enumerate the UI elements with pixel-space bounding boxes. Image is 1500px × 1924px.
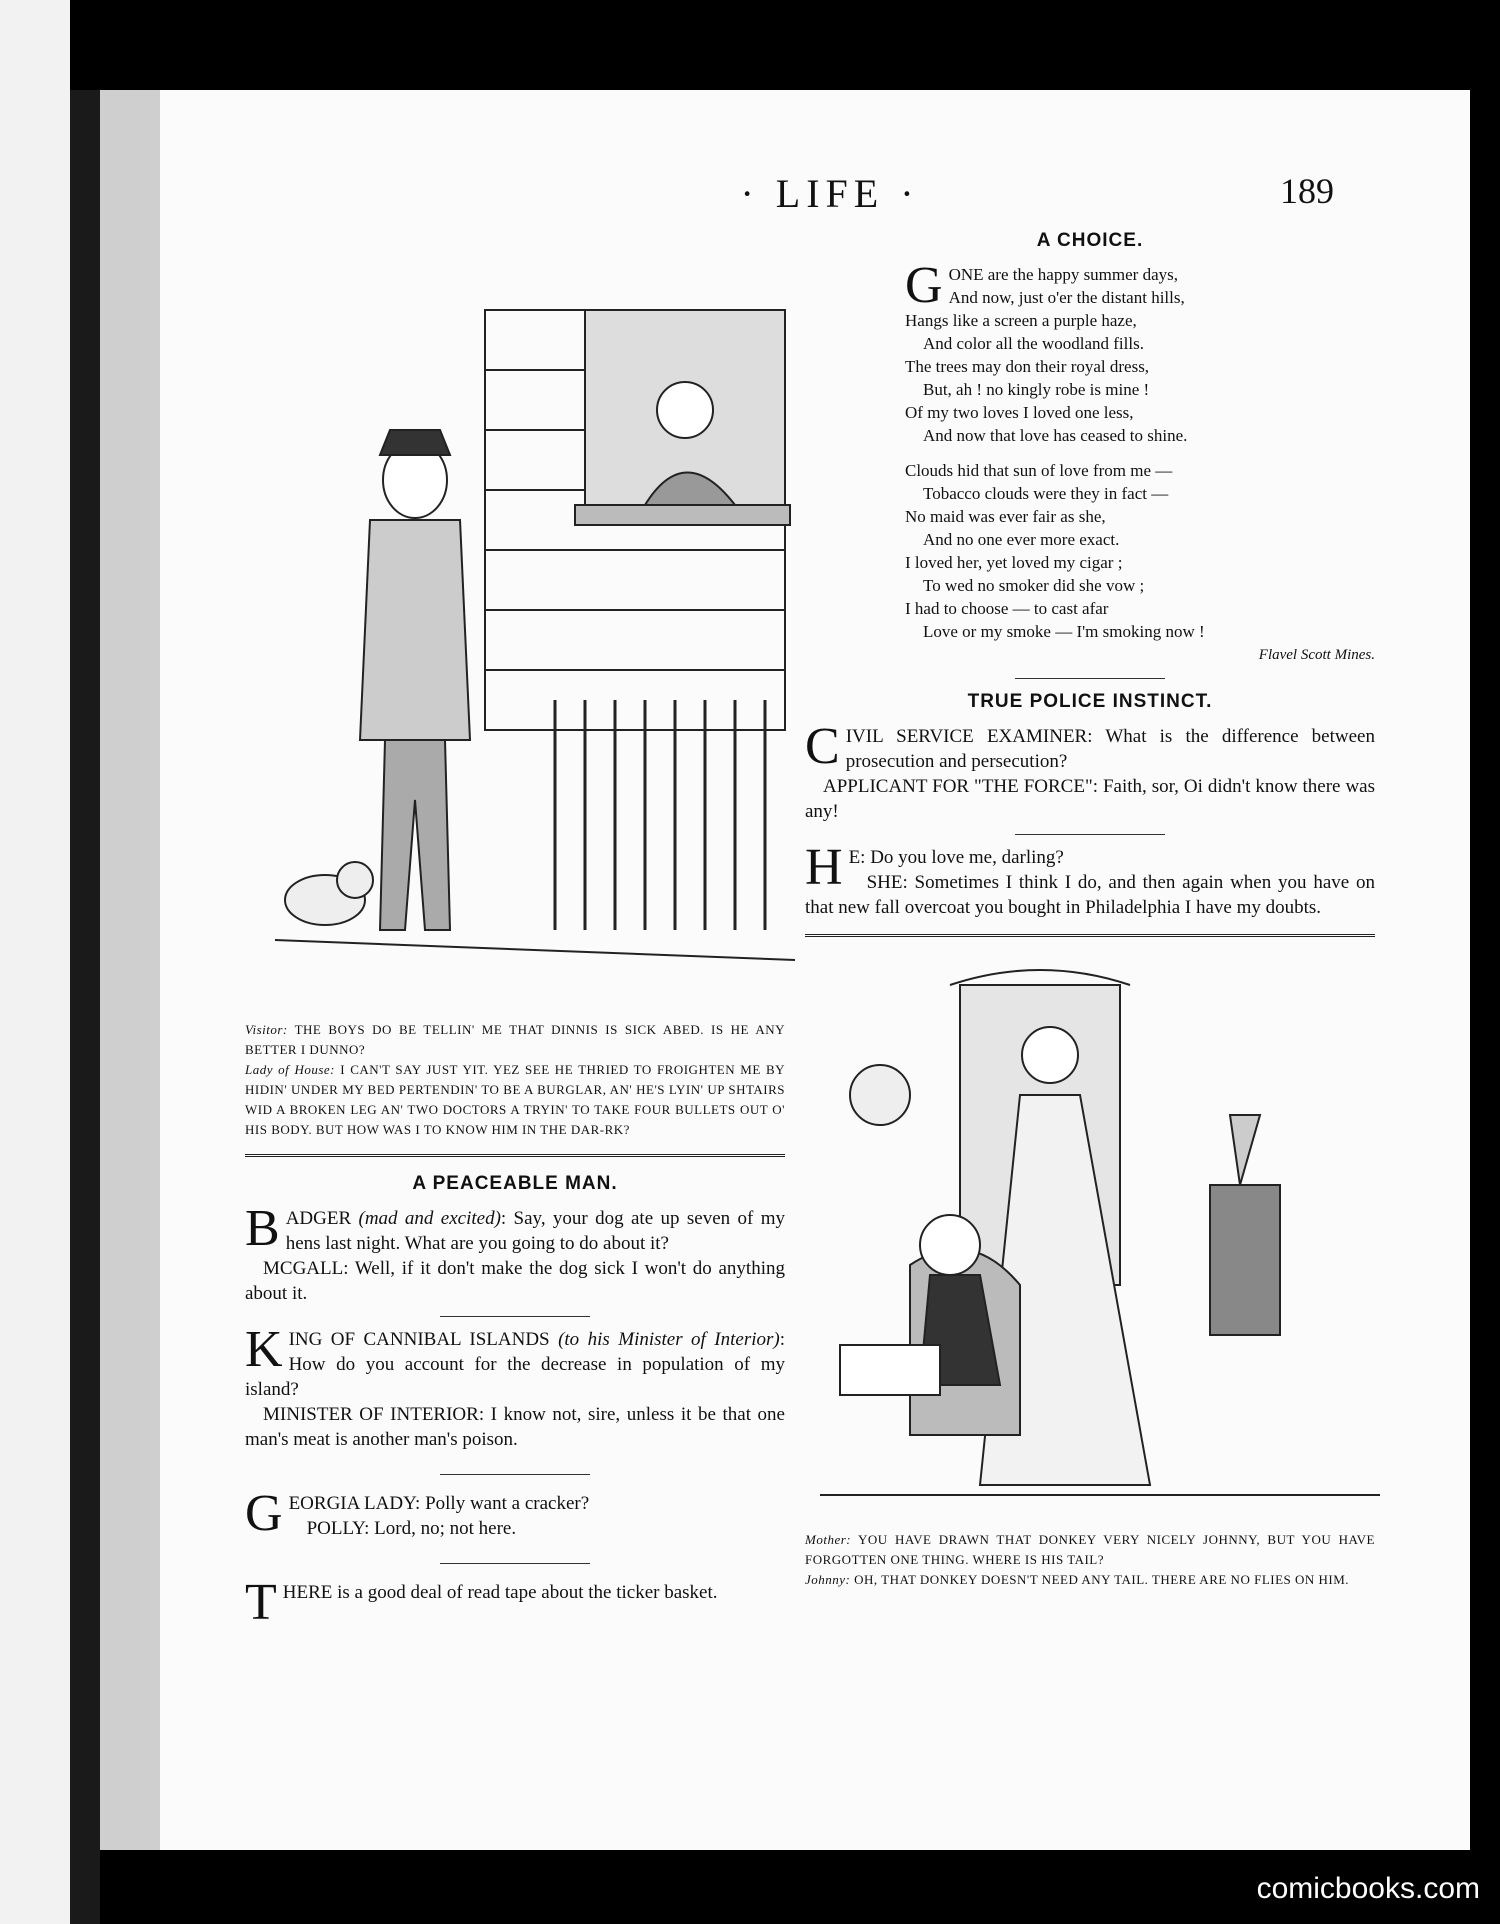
police-para2: APPLICANT FOR "THE FORCE": Faith, sor, Oi didn't know there was any! [805,776,1375,822]
visitor-illustration [255,240,795,1000]
peaceable-para2: MCGALL: Well, if it don't make the dog sick I won't do anything about it. [245,1258,785,1304]
cannibal-para2: MINISTER OF INTERIOR: I know not, sire, unless it be that one man's meat is another man's poison. [245,1404,785,1450]
mother-child-illustration [820,965,1380,1525]
peaceable-title: A PEACEABLE MAN. [412,1173,618,1194]
caption-speaker-visitor: Visitor: [245,1022,288,1037]
dropcap-g: G [245,1485,283,1542]
dropcap-b: B [245,1200,280,1257]
left-page-edge [0,0,70,1924]
choice-title: A CHOICE. [1036,230,1144,251]
dropcap-g: G [905,257,943,314]
divider [440,1474,590,1475]
caption-text-visitor: THE BOYS DO BE TELLIN' ME THAT DINNIS IS SICK ABED. IS HE ANY BETTER I DUNNO? [245,1022,785,1057]
magazine-page [160,90,1470,1850]
magazine-title: · LIFE · [740,171,920,216]
visitor-caption [245,1020,785,1140]
dropcap-k: K [245,1321,283,1378]
divider [440,1563,590,1564]
caption-text-lady: I CAN'T SAY JUST YIT. YEZ SEE HE THRIED TO FROIGHTEN ME BY HIDIN' UNDER MY BED PERTENDIN' TO BE A BURGLAR, AN' HE'S LYIN' UP SHTAIRS WID A BROKEN LEG AN' TWO DOCTORS A TRYIN' TO TAKE FOUR BULLETS OUT O' HIS BODY. BUT HOW WAS I TO KNOW HIM IN THE DAR-RK? [245,1062,786,1137]
cannibal-para1: KING OF CANNIBAL ISLANDS (to his Minister of Interior): How do you account for the decrease in population of my island? [245,1321,785,1400]
dropcap-h: H [805,839,843,896]
caption-speaker-johnny: Johnny: [805,1572,851,1587]
police-para1: CIVIL SERVICE EXAMINER: What is the difference between prosecution and persecution? [805,718,1375,775]
police-title: TRUE POLICE INSTINCT. [967,691,1213,712]
choice-stanza-2: Clouds hid that sun of love from me — Tobacco clouds were they in fact — No maid was ever fair as she, And no one ever more exact. I loved her, yet loved my cigar ; To wed no smoker did she vow ; I had to choose — to cast afar Love or my smoke — I'm smoking now ! [905,461,1205,641]
section-divider [805,934,1375,937]
binding-band [100,90,160,1850]
divider [1015,834,1165,835]
dropcap-c: C [805,718,840,775]
mother-caption [805,1530,1375,1590]
caption-text-johnny: OH, THAT DONKEY DOESN'T NEED ANY TAIL. THERE ARE NO FLIES ON HIM. [854,1572,1350,1587]
choice-stanza-1: G ONE are the happy summer days, And now, just o'er the distant hills, Hangs like a screen a purple haze, And color all the woodland fills. The trees may don their royal dress, But, ah ! no kingly robe is mine ! Of my two loves I loved one less, And now that love has ceased to shine. [905,257,1188,445]
dropcap-t: T [245,1574,277,1631]
divider [440,1316,590,1317]
divider [1015,678,1165,679]
poem-author: Flavel Scott Mines. [1258,647,1375,663]
gutter-shadow [70,90,100,1924]
georgia-para2: POLLY: Lord, no; not here. [306,1518,517,1539]
section-divider [245,1154,785,1157]
right-column [805,228,1375,951]
caption-speaker-mother: Mother: [805,1532,852,1547]
site-watermark: comicbooks.com [1256,1872,1480,1905]
mother-caption-block [805,1530,1375,1590]
caption-speaker-lady: Lady of House: [245,1062,336,1077]
peaceable-para1: BADGER (mad and excited): Say, your dog ate up seven of my hens last night. What are you going to do about it? [245,1200,785,1257]
ticker-para: THERE is a good deal of read tape about the ticker basket. [245,1574,718,1631]
caption-text-mother: YOU HAVE DRAWN THAT DONKEY VERY NICELY JOHNNY, BUT YOU HAVE FORGOTTEN ONE THING. WHERE IS HIS TAIL? [805,1532,1375,1567]
georgia-para1: GEORGIA LADY: Polly want a cracker? [245,1485,590,1542]
left-column [245,1020,786,1631]
darling-para2: SHE: Sometimes I think I do, and then again when you have on that new fall overcoat you bought in Philadelphia I have my doubts. [805,872,1375,918]
page-number: 189 [1280,171,1334,211]
darling-para1: H E: Do you love me, darling? [805,839,1064,896]
